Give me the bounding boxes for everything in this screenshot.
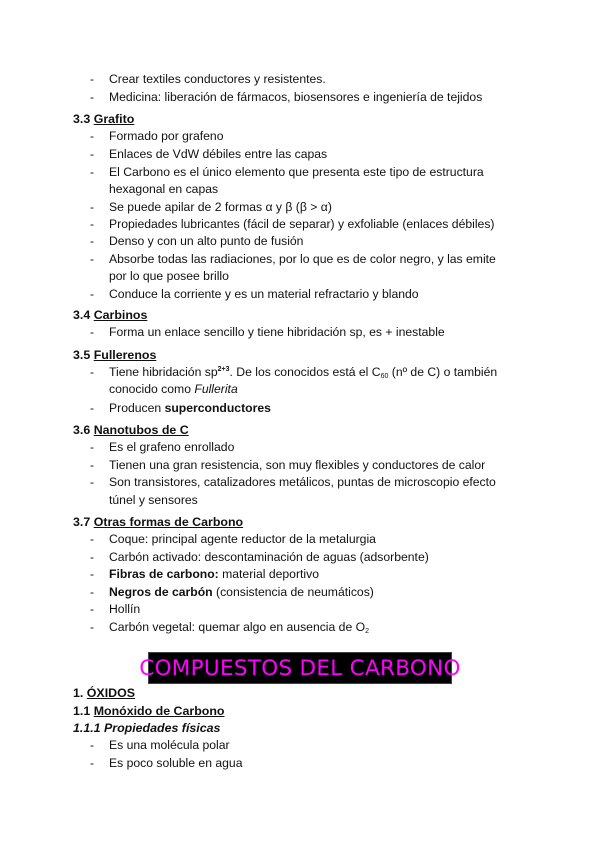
section-title: ÓXIDOS bbox=[86, 686, 135, 700]
list-item-text: Conduce la corriente y es un material refractario y blando bbox=[109, 287, 419, 301]
list-marker: - bbox=[90, 72, 95, 86]
list-item-text: Medicina: liberación de fármacos, biosensores e ingeniería de tejidos bbox=[109, 90, 483, 104]
section-heading-grafito bbox=[73, 111, 134, 128]
list-marker: - bbox=[90, 217, 95, 231]
list-marker: - bbox=[90, 567, 95, 581]
chapter-banner bbox=[139, 652, 461, 684]
bold-text: Fibras de carbono: bbox=[109, 567, 219, 581]
list-item-text bbox=[109, 584, 374, 601]
list-marker: - bbox=[90, 90, 95, 104]
list-marker: - bbox=[90, 532, 95, 546]
chapter-banner-title: COMPUESTOS DEL CARBONO bbox=[139, 655, 461, 681]
list-marker: - bbox=[90, 458, 95, 472]
list-marker: - bbox=[90, 550, 95, 564]
section-title: Nanotubos de C bbox=[93, 423, 189, 437]
list-item-continuation: hexagonal en capas bbox=[109, 182, 219, 196]
list-marker: - bbox=[90, 325, 95, 339]
list-marker: - bbox=[90, 602, 95, 616]
bold-text: Negros de carbón bbox=[109, 585, 213, 599]
list-item-text: Es el grafeno enrollado bbox=[109, 440, 235, 454]
list-marker: - bbox=[90, 365, 95, 379]
section-number: 3.4 bbox=[73, 308, 91, 322]
section-title: Monóxido de Carbono bbox=[93, 704, 225, 718]
list-item-continuation bbox=[109, 381, 238, 398]
list-marker: - bbox=[90, 200, 95, 214]
section-number: 3.7 bbox=[73, 515, 91, 529]
list-item-text: Enlaces de VdW débiles entre las capas bbox=[109, 147, 328, 161]
text-run: conocido como bbox=[109, 382, 195, 396]
subscript: 60 bbox=[380, 373, 389, 380]
superscript: 2+3 bbox=[217, 366, 230, 373]
list-item-text: Se puede apilar de 2 formas α y β (β > α) bbox=[109, 200, 332, 214]
list-item-text: Denso y con un alto punto de fusión bbox=[109, 234, 304, 248]
list-item-continuation: por lo que posee brillo bbox=[109, 269, 229, 283]
list-marker: - bbox=[90, 585, 95, 599]
list-item-text: Carbón activado: descontaminación de aguas (adsorbente) bbox=[109, 550, 429, 564]
section-number: 3.5 bbox=[73, 348, 91, 362]
list-item-text: Propiedades lubricantes (fácil de separar) y exfoliable (enlaces débiles) bbox=[109, 217, 495, 231]
text-run: (nº de C) o también bbox=[388, 365, 498, 379]
section-number: 1.1 bbox=[73, 704, 91, 718]
section-title: Fullerenos bbox=[93, 348, 157, 362]
list-item-text: Crear textiles conductores y resistentes. bbox=[109, 72, 326, 86]
section-heading-oxidos bbox=[73, 685, 135, 702]
list-item-text bbox=[109, 400, 271, 417]
section-heading-monoxido bbox=[73, 703, 224, 720]
subscript: 2 bbox=[365, 628, 370, 635]
list-item-text: Forma un enlace sencillo y tiene hibridación sp, es + inestable bbox=[109, 325, 445, 339]
list-marker: - bbox=[90, 440, 95, 454]
bold-text: superconductores bbox=[164, 401, 271, 415]
list-item-text: Son transistores, catalizadores metálicos, puntas de microscopio efecto bbox=[109, 475, 496, 489]
text-run: material deportivo bbox=[218, 567, 319, 581]
list-marker: - bbox=[90, 252, 95, 266]
text-run: (consistencia de neumáticos) bbox=[212, 585, 374, 599]
list-item-text: Hollín bbox=[109, 602, 141, 616]
text-run: Producen bbox=[109, 401, 165, 415]
section-title: Grafito bbox=[93, 112, 135, 126]
list-item-text: Es una molécula polar bbox=[109, 738, 230, 752]
section-number: 1. bbox=[73, 686, 84, 700]
list-marker: - bbox=[90, 475, 95, 489]
section-heading-fullerenos bbox=[73, 347, 156, 364]
list-marker: - bbox=[90, 129, 95, 143]
list-item-text: Tienen una gran resistencia, son muy flexibles y conductores de calor bbox=[109, 458, 486, 472]
subsection-heading: 1.1.1 Propiedades físicas bbox=[73, 721, 221, 735]
text-run: Carbón vegetal: quemar algo en ausencia de O bbox=[109, 620, 366, 634]
list-marker: - bbox=[90, 234, 95, 248]
list-marker: - bbox=[90, 620, 95, 634]
list-marker: - bbox=[90, 147, 95, 161]
text-run: Tiene hibridación sp bbox=[109, 365, 218, 379]
section-heading-nanotubos bbox=[73, 422, 189, 439]
section-title: Carbinos bbox=[93, 308, 148, 322]
list-item-text: Es poco soluble en agua bbox=[109, 756, 243, 770]
list-item-text: Formado por grafeno bbox=[109, 129, 224, 143]
section-title: Otras formas de Carbono bbox=[93, 515, 244, 529]
section-number: 3.6 bbox=[73, 423, 91, 437]
list-marker: - bbox=[90, 401, 95, 415]
list-item-text bbox=[109, 619, 369, 636]
list-marker: - bbox=[90, 165, 95, 179]
section-heading-otras-formas bbox=[73, 514, 243, 531]
list-item-text bbox=[109, 364, 497, 381]
section-heading-carbinos bbox=[73, 307, 147, 324]
list-item-text: Coque: principal agente reductor de la metalurgia bbox=[109, 532, 376, 546]
list-item-text: Absorbe todas las radiaciones, por lo que es de color negro, y las emite bbox=[109, 252, 496, 266]
list-marker: - bbox=[90, 756, 95, 770]
emphasis-text: Fullerita bbox=[194, 382, 238, 396]
list-item-text: El Carbono es el único elemento que presenta este tipo de estructura bbox=[109, 165, 484, 179]
text-run: . De los conocidos está el C bbox=[229, 365, 381, 379]
section-number: 3.3 bbox=[73, 112, 91, 126]
list-marker: - bbox=[90, 738, 95, 752]
list-item-continuation: túnel y sensores bbox=[109, 493, 198, 507]
list-item-text bbox=[109, 566, 319, 583]
list-marker: - bbox=[90, 287, 95, 301]
